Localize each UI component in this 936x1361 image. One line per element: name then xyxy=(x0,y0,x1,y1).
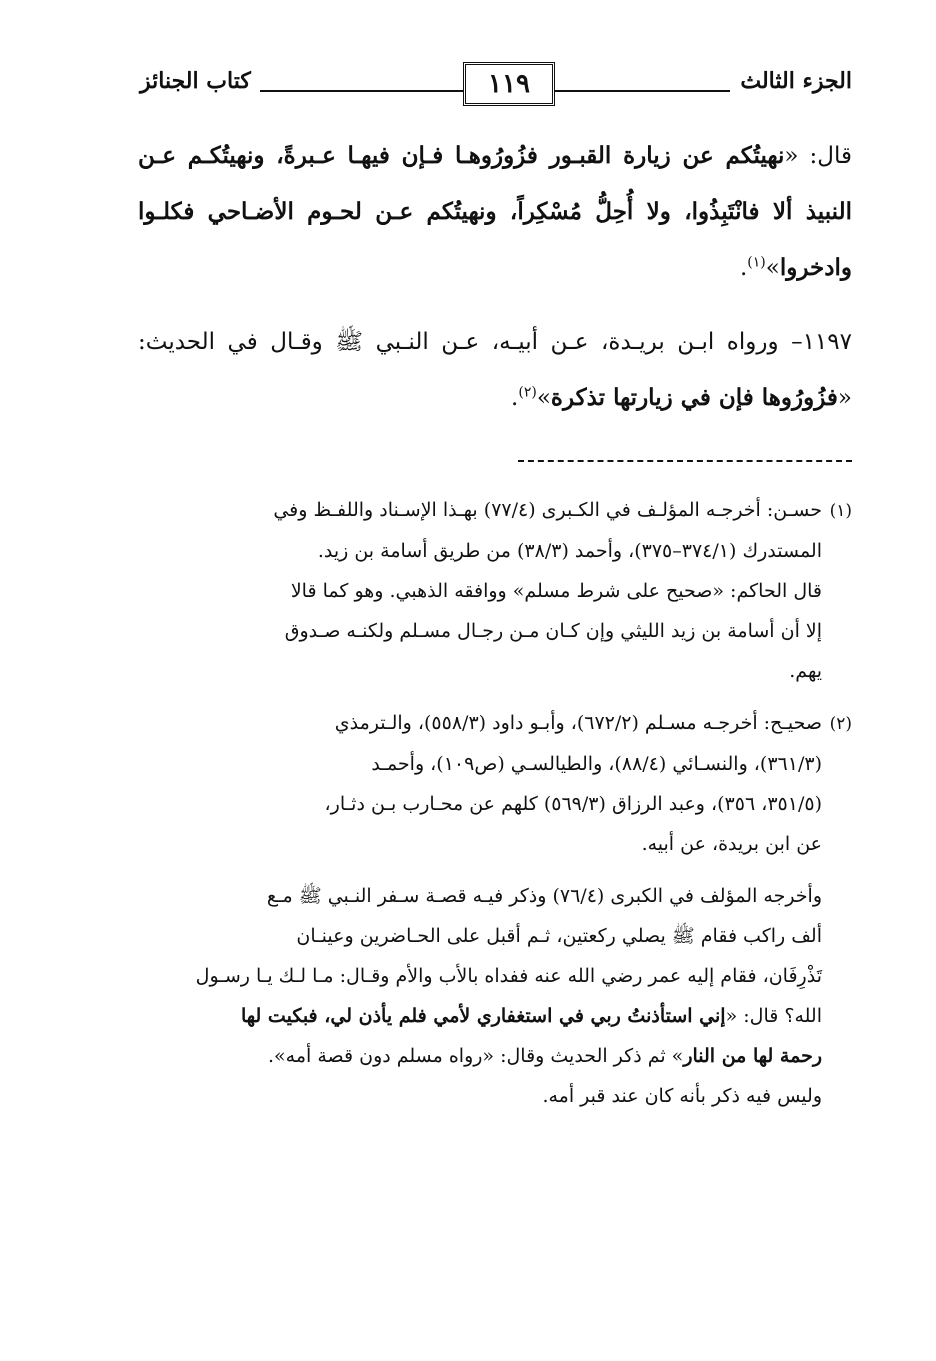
footnote-2-line-4: عن ابن بريدة، عن أبيه. xyxy=(641,833,822,855)
footnote-1-line-5: يهم. xyxy=(789,660,822,682)
footnote-2-p2-line-2: ألف راكب فقام ﷺ يصلي ركعتين، ثـم أقبل على الحـاضرين وعينـان xyxy=(296,925,822,947)
footnote-1-number: (١) xyxy=(829,501,852,521)
footnote-2-line-3: (٣٥١/٥، ٣٥٦)، وعبد الرزاق (٥٦٩/٣) كلهم عن محـارب بـن دثـار، xyxy=(324,793,822,815)
footnote-2 xyxy=(150,703,852,864)
footnote-ref-1: (١) xyxy=(747,254,766,271)
footnote-2-continuation xyxy=(150,876,852,1116)
footnote-1 xyxy=(150,490,852,691)
footnote-2-p2-line-4-quote: إني استأذنتُ ربي في استغفاري لأمي فلم يأذن لي، فبكيت لها xyxy=(240,1005,726,1027)
header-part: الجزء الثالث xyxy=(740,68,852,94)
para2-close: » xyxy=(536,385,551,411)
main-text xyxy=(138,128,852,426)
footnote-2-p2-line-5 xyxy=(150,1036,852,1076)
para2-text: ١١٩٧– ورواه ابـن بريـدة، عـن أبيـه، عـن النـبي ﷺ وقـال في الحديث: « xyxy=(138,329,852,411)
footnotes xyxy=(150,490,852,1128)
footnote-separator xyxy=(518,460,852,462)
footnote-1-line-4: إلا أن أسامة بن زيد الليثي وإن كـان مـن رجـال مسـلم ولكنـه صـدوق xyxy=(284,620,822,642)
footnote-2-p2-line-3: تَذْرِفَان، فقام إليه عمر رضي الله عنه ففداه بالأب والأم وقـال: مـا لـك يـا رسـول xyxy=(195,965,822,987)
para1-close: » xyxy=(765,255,780,281)
header-rule-left xyxy=(260,90,463,92)
header-rule-right xyxy=(555,90,730,92)
footnote-ref-2: (٢) xyxy=(518,384,537,401)
footnote-2-p2-line-4-a: الله؟ قال: « xyxy=(725,1005,822,1027)
header-section: كتاب الجنائز xyxy=(140,68,251,94)
hadith-paragraph-1: قال: «نهيتُكم عن زيارة القبـور فزُورُوهـا فـإن فيهـا عـبرةً، ونهيتُكـم عـن النبيذ ألا فانْتَبِذُوا، ولا أُحِلُّ مُسْكِراً، ونهيتُكم عـن لحـوم الأضـاحي فكلـوا وادخروا»$^{(١)}$. xyxy=(138,142,852,281)
footnote-2-p2-line-1: وأخرجه المؤلف في الكبرى (٧٦/٤) وذكر فيـه قصـة سـفر النـبي ﷺ مـع xyxy=(266,885,822,907)
footnote-2-line-1: صحيـح: أخرجـه مسـلم (٦٧٢/٢)، وأبـو داود (٥٥٨/٣)، والـترمذي xyxy=(334,712,822,734)
footnote-1-line-1: حسـن: أخرجـه المؤلـف في الكـبرى (٧٧/٤) بهـذا الإسـناد واللفـظ وفي xyxy=(273,499,822,521)
para1-intro: قال: « xyxy=(784,143,852,169)
hadith-paragraph-2: ١١٩٧– ورواه ابـن بريـدة، عـن أبيـه، عـن النـبي ﷺ وقـال في الحديث: «فزُورُوها فإن في زيارتها تذكرة»$^{(٢)}$. xyxy=(138,329,852,411)
para1-quote: نهيتُكم عن زيارة القبـور فزُورُوهـا فـإن فيهـا عـبرةً، ونهيتُكـم عـن النبيذ ألا فانْتَبِذُوا، ولا أُحِلُّ مُسْكِراً، ونهيتُكم عـن لحـوم الأضـاحي فكلـوا وادخروا xyxy=(138,142,852,281)
running-header xyxy=(140,62,852,112)
footnote-2-p2-line-5-c: » ثم ذكر الحديث وقال: «رواه مسلم دون قصة أمه». xyxy=(267,1045,684,1067)
footnote-2-p2-line-4 xyxy=(150,996,852,1036)
footnote-2-number: (٢) xyxy=(829,714,852,734)
footnote-2-p2-line-5-quote: رحمة لها من النار xyxy=(683,1045,822,1067)
footnote-1-line-3: قال الحاكم: «صحيح على شرط مسلم» ووافقه الذهبي. وهو كما قالا xyxy=(290,580,822,602)
footnote-1-line-2: المستدرك (٣٧٤/١–٣٧٥)، وأحمد (٣٨/٣) من طريق أسامة بن زيد. xyxy=(317,540,822,562)
footnote-2-line-2: (٣٦١/٣)، والنسـائي (٨٨/٤)، والطيالسـي (ص١٠٩)، وأحمـد xyxy=(371,753,822,775)
page-number: ١١٩ xyxy=(463,62,555,106)
footnote-2-p2-line-6: وليس فيه ذكر بأنه كان عند قبر أمه. xyxy=(542,1085,822,1107)
para2-quote: فزُورُوها فإن في زيارتها تذكرة xyxy=(550,384,838,411)
